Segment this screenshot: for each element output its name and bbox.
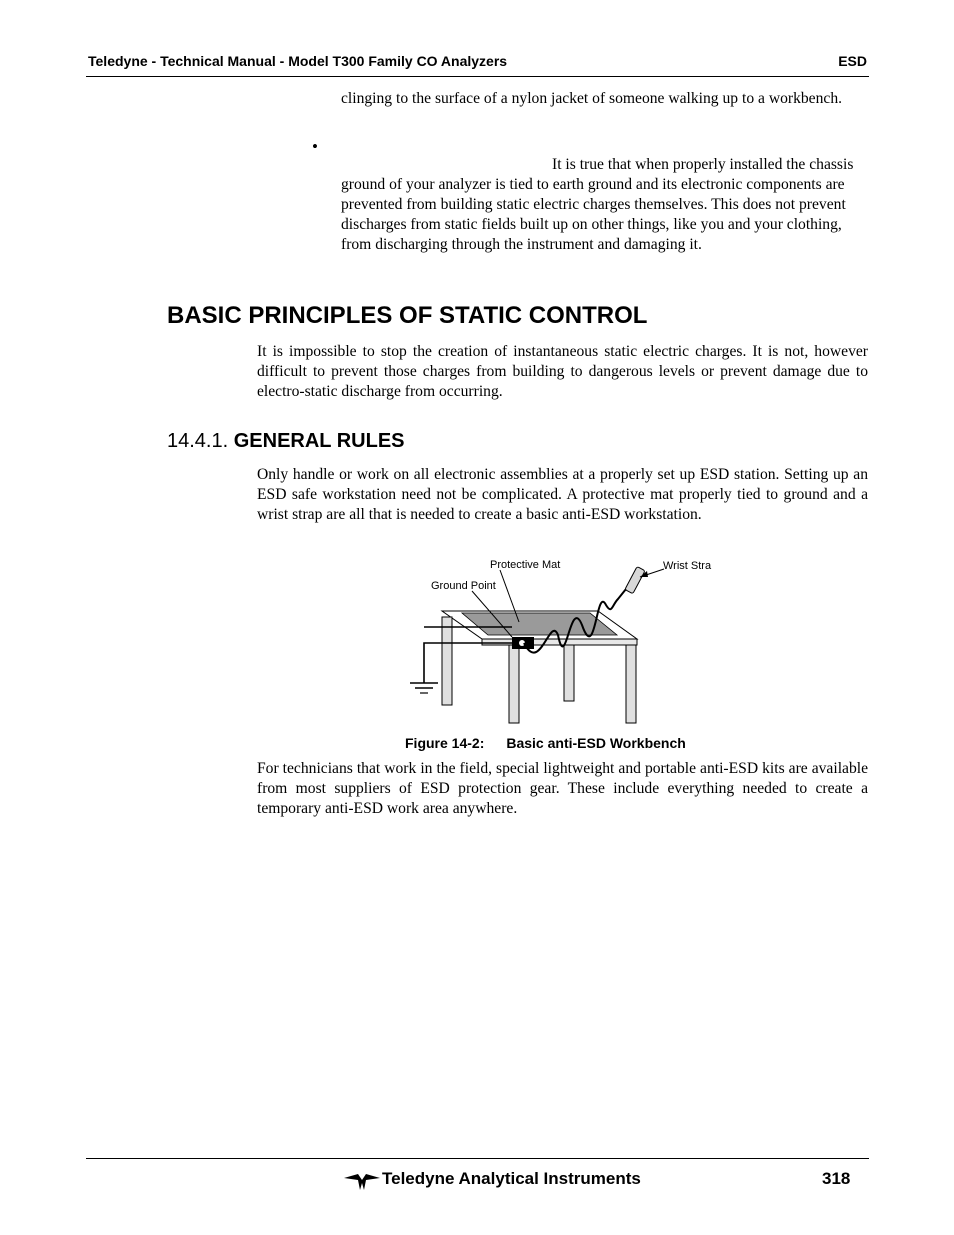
section-paragraph: It is impossible to stop the creation of instantaneous static electric charges. It is not, however difficult to prevent those charges from building to dangerous levels or prevent damage due to electro-static discharge from occurring. <box>257 343 868 400</box>
continued-paragraph: clinging to the surface of a nylon jacket of someone walking up to a workbench. <box>341 90 843 107</box>
table-leg-front-left <box>509 645 519 723</box>
figure-caption <box>405 735 686 751</box>
header-section: ESD <box>838 53 867 69</box>
figure-title: Basic anti-ESD Workbench <box>506 735 686 751</box>
subsection-number: 14.4.1. <box>167 430 229 452</box>
section-title: BASIC PRINCIPLES OF STATIC CONTROL <box>167 302 648 329</box>
bullet-marker: • <box>312 137 318 156</box>
label-protective-mat: Protective Mat <box>490 559 561 571</box>
header-rule <box>86 76 869 77</box>
label-ground-point: Ground Point <box>431 580 496 592</box>
table-leg-back-left <box>442 617 452 705</box>
closing-paragraph: For technicians that work in the field, special lightweight and portable anti-ESD kits are available from most suppliers of ESD protection gear. These include everything needed to create a temporary anti-ESD work area anywhere. <box>257 760 868 817</box>
subsection-title: GENERAL RULES <box>233 430 405 452</box>
wrist-strap-icon <box>625 567 645 594</box>
teledyne-logo-icon <box>344 1172 380 1192</box>
header-title: Teledyne - Technical Manual - Model T300 Family CO Analyzers <box>88 53 508 69</box>
label-wrist-strap: Wrist Stra <box>663 560 712 572</box>
figure-number: Figure 14-2: <box>405 735 485 751</box>
workbench-illustration <box>400 555 720 727</box>
subsection-heading <box>167 430 405 453</box>
table-leg-back-right <box>564 645 574 701</box>
footer-company: Teledyne Analytical Instruments <box>382 1169 641 1188</box>
esd-workbench-figure <box>400 555 720 727</box>
ground-wire <box>424 643 512 683</box>
bullet-paragraph: It is true that when properly installed the chassis ground of your analyzer is tied to earth ground and its electronic components are prevented from building static electric charges themselves. This does not prevent discharges from static fields built up on other things, like you and your clothing, from discharging through the instrument and damaging it. <box>341 156 854 253</box>
footer-rule <box>86 1158 869 1159</box>
page-number: 318 <box>822 1169 851 1188</box>
subsection-paragraph: Only handle or work on all electronic assemblies at a properly set up ESD station. Setting up an ESD safe workstation need not be complicated. A protective mat properly tied to ground and a wrist strap are all that is needed to create a basic anti-ESD workstation. <box>257 466 868 523</box>
table-leg-front-right <box>626 645 636 723</box>
